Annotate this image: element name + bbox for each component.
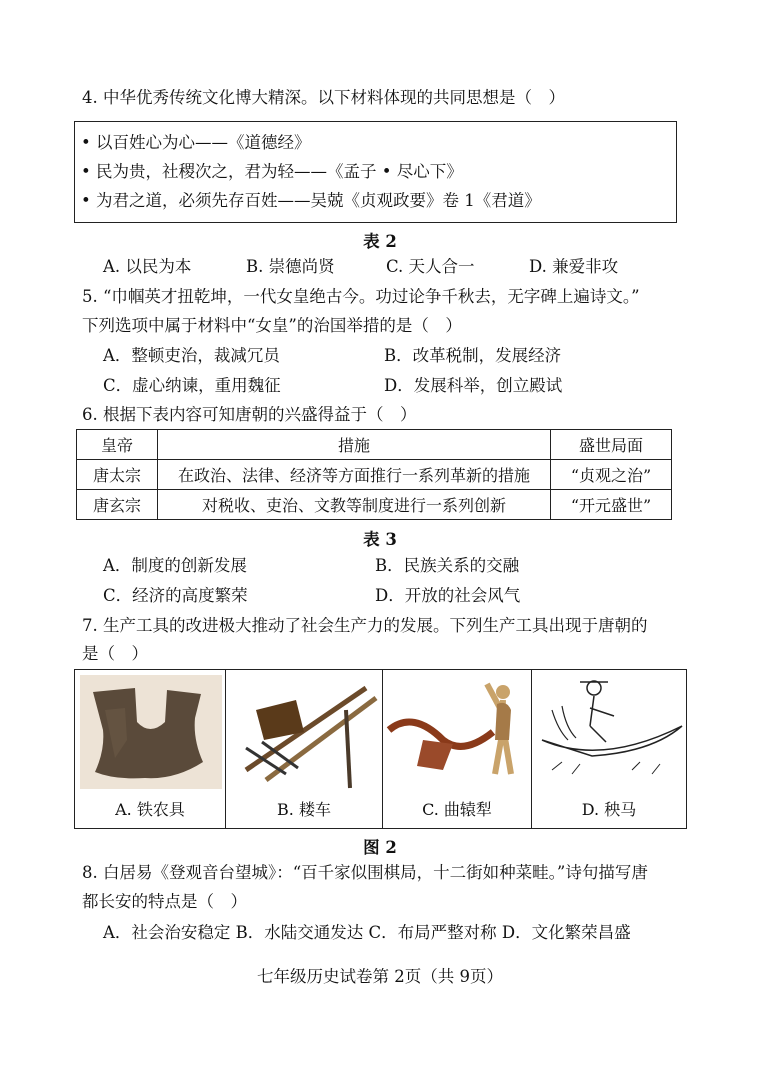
figure-label-c: C. 曲辕犁	[422, 800, 492, 819]
q5-option-d[interactable]: D．发展科举，创立殿试	[384, 376, 563, 395]
q4-quote-line: • 为君之道，必须先存百姓——吴兢《贞观政要》卷 1《君道》	[81, 191, 541, 210]
table-2-caption: 表 2	[363, 232, 397, 251]
table-cell: 在政治、法律、经济等方面推行一系列革新的措施	[158, 460, 551, 490]
curved-plow-image	[383, 670, 531, 795]
q5-option-a[interactable]: A．整顿吏治，裁减冗员	[103, 346, 280, 365]
page-footer: 七年级历史试卷第 2页（共 9页）	[257, 967, 503, 986]
figure-label-d: D. 秧马	[581, 800, 637, 819]
figure-cell-b[interactable]	[226, 670, 383, 828]
figure-cell-c[interactable]	[383, 670, 532, 828]
q4-option-c[interactable]: C. 天人合一	[386, 257, 475, 276]
q5-stem-line-1: 5. “巾帼英才扭乾坤，一代女皇绝古今。功过论争千秋去，无字碑上遍诗文。”	[82, 287, 640, 306]
table-cell: 对税收、吏治、文教等制度进行一系列创新	[158, 490, 551, 520]
q6-option-c[interactable]: C．经济的高度繁荣	[103, 586, 248, 605]
table-header-cell: 皇帝	[77, 430, 158, 460]
q4-stem: 4. 中华优秀传统文化博大精深。以下材料体现的共同思想是（ ）	[82, 88, 565, 107]
figure-cell-d[interactable]	[532, 670, 686, 828]
q8-options[interactable]: A．社会治安稳定 B．水陆交通发达 C．布局严整对称 D．文化繁荣昌盛	[103, 923, 631, 942]
q6-option-a[interactable]: A．制度的创新发展	[103, 556, 247, 575]
rice-seedling-boat-image	[532, 670, 687, 795]
iron-tool-image	[75, 670, 225, 795]
q8-stem-line-1: 8. 白居易《登观音台望城》：“百千家似围棋局，十二街如种菜畦。”诗句描写唐	[82, 863, 648, 882]
table-3-caption: 表 3	[363, 530, 397, 549]
table-cell: 唐玄宗	[77, 490, 158, 520]
q4-quote-box	[74, 121, 677, 223]
q4-option-a[interactable]: A. 以民为本	[103, 257, 192, 276]
table-header-cell: 措施	[158, 430, 551, 460]
q8-stem-line-2: 都长安的特点是（ ）	[82, 892, 247, 911]
q5-option-c[interactable]: C．虚心纳谏，重用魏征	[103, 376, 281, 395]
figure-2-caption: 图 2	[363, 838, 397, 857]
q4-option-d[interactable]: D. 兼爱非攻	[529, 257, 619, 276]
q4-option-b[interactable]: B. 崇德尚贤	[246, 257, 335, 276]
q4-quote-line: • 以百姓心为心——《道德经》	[81, 133, 311, 152]
table-cell: “贞观之治”	[551, 460, 672, 490]
q7-stem-line-1: 7. 生产工具的改进极大推动了社会生产力的发展。下列生产工具出现于唐朝的	[82, 616, 648, 635]
table-header-cell: 盛世局面	[551, 430, 672, 460]
q7-stem-line-2: 是（ ）	[82, 644, 148, 663]
q5-option-b[interactable]: B．改革税制，发展经济	[384, 346, 562, 365]
table-cell: 唐太宗	[77, 460, 158, 490]
q6-option-d[interactable]: D．开放的社会风气	[375, 586, 521, 605]
figure-2-table	[74, 669, 687, 829]
seed-drill-image	[226, 670, 382, 795]
table-row	[77, 460, 672, 490]
table-cell: “开元盛世”	[551, 490, 672, 520]
q5-stem-line-2: 下列选项中属于材料中“女皇”的治国举措的是（ ）	[82, 316, 462, 335]
table-3	[76, 429, 672, 520]
q6-option-b[interactable]: B．民族关系的交融	[375, 556, 520, 575]
q4-quote-line: • 民为贵，社稷次之，君为轻——《孟子 • 尽心下》	[81, 162, 463, 181]
figure-cell-a[interactable]	[75, 670, 226, 828]
figure-label-a: A. 铁农具	[115, 800, 185, 819]
table-header-row	[77, 430, 672, 460]
q6-stem: 6. 根据下表内容可知唐朝的兴盛得益于（ ）	[82, 405, 417, 424]
table-row	[77, 490, 672, 520]
figure-label-b: B. 耧车	[277, 800, 331, 819]
